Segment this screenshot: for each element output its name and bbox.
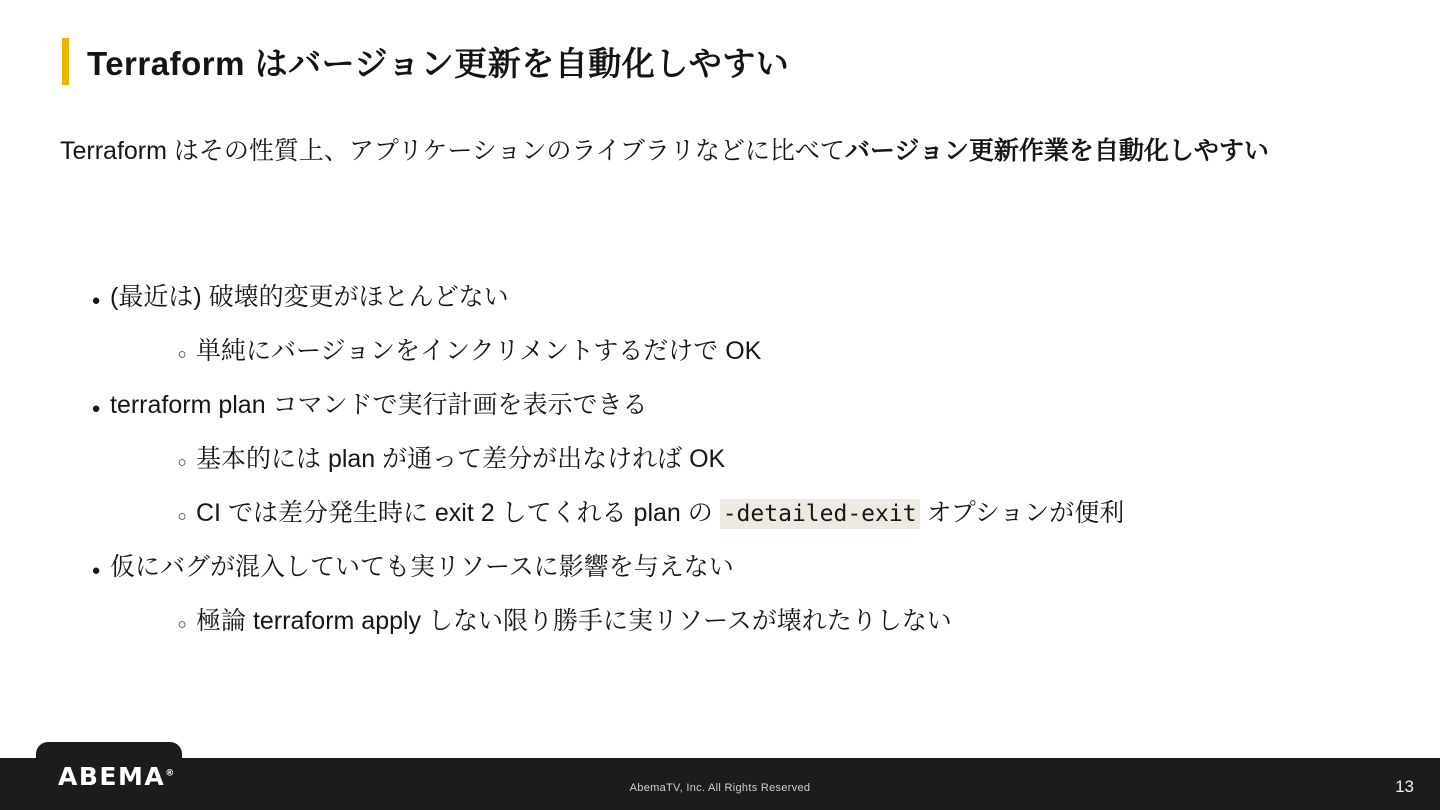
slide-title-row [62, 38, 789, 85]
list-item-label [196, 488, 1124, 539]
bullet-marker-icon: ● [91, 400, 101, 417]
list-item [60, 596, 1390, 650]
lead-paragraph [60, 128, 1380, 174]
abema-logo-text: ABEMA [58, 762, 166, 791]
list-item-text-after: オプションが便利 [919, 499, 1125, 527]
list-item-label: 基本的には plan が通って差分が出なければ OK [196, 445, 726, 473]
list-item [60, 380, 1390, 434]
list-item-text-before: CI では差分発生時に exit 2 してくれる plan の [196, 499, 720, 527]
bullet-marker-icon: ○ [177, 616, 187, 633]
list-item-label: 極論 terraform apply しない限り勝手に実リソースが壊れたりしない [196, 607, 952, 635]
list-item-label: terraform plan コマンドで実行計画を表示できる [110, 391, 648, 419]
bullet-marker-icon: ● [91, 292, 101, 309]
list-item [60, 272, 1390, 326]
lead-text-bold: バージョン更新作業を自動化しやすい [844, 137, 1269, 165]
list-item [60, 434, 1390, 488]
bullet-list [60, 272, 1390, 650]
list-item [60, 488, 1390, 542]
bullet-marker-icon: ○ [177, 346, 187, 363]
lead-text-normal: Terraform はその性質上、アプリケーションのライブラリなどに比べて [60, 137, 845, 165]
list-item-label: (最近は) 破壊的変更がほとんどない [110, 283, 509, 311]
bullet-marker-icon: ● [91, 562, 101, 579]
list-item [60, 542, 1390, 596]
title-accent-bar [62, 38, 69, 85]
page-title: Terraform はバージョン更新を自動化しやすい [87, 45, 790, 82]
page-number: 13 [1395, 777, 1414, 796]
inline-code-option: -detailed-exit [720, 499, 920, 529]
bullet-marker-icon: ○ [177, 508, 187, 525]
registered-mark-icon: ® [165, 768, 175, 779]
bullet-marker-icon: ○ [177, 454, 187, 471]
list-item-label: 単純にバージョンをインクリメントするだけで OK [196, 337, 762, 365]
copyright-text: AbemaTV, Inc. All Rights Reserved [629, 782, 811, 794]
list-item-label: 仮にバグが混入していても実リソースに影響を与えない [110, 553, 734, 581]
list-item [60, 326, 1390, 380]
